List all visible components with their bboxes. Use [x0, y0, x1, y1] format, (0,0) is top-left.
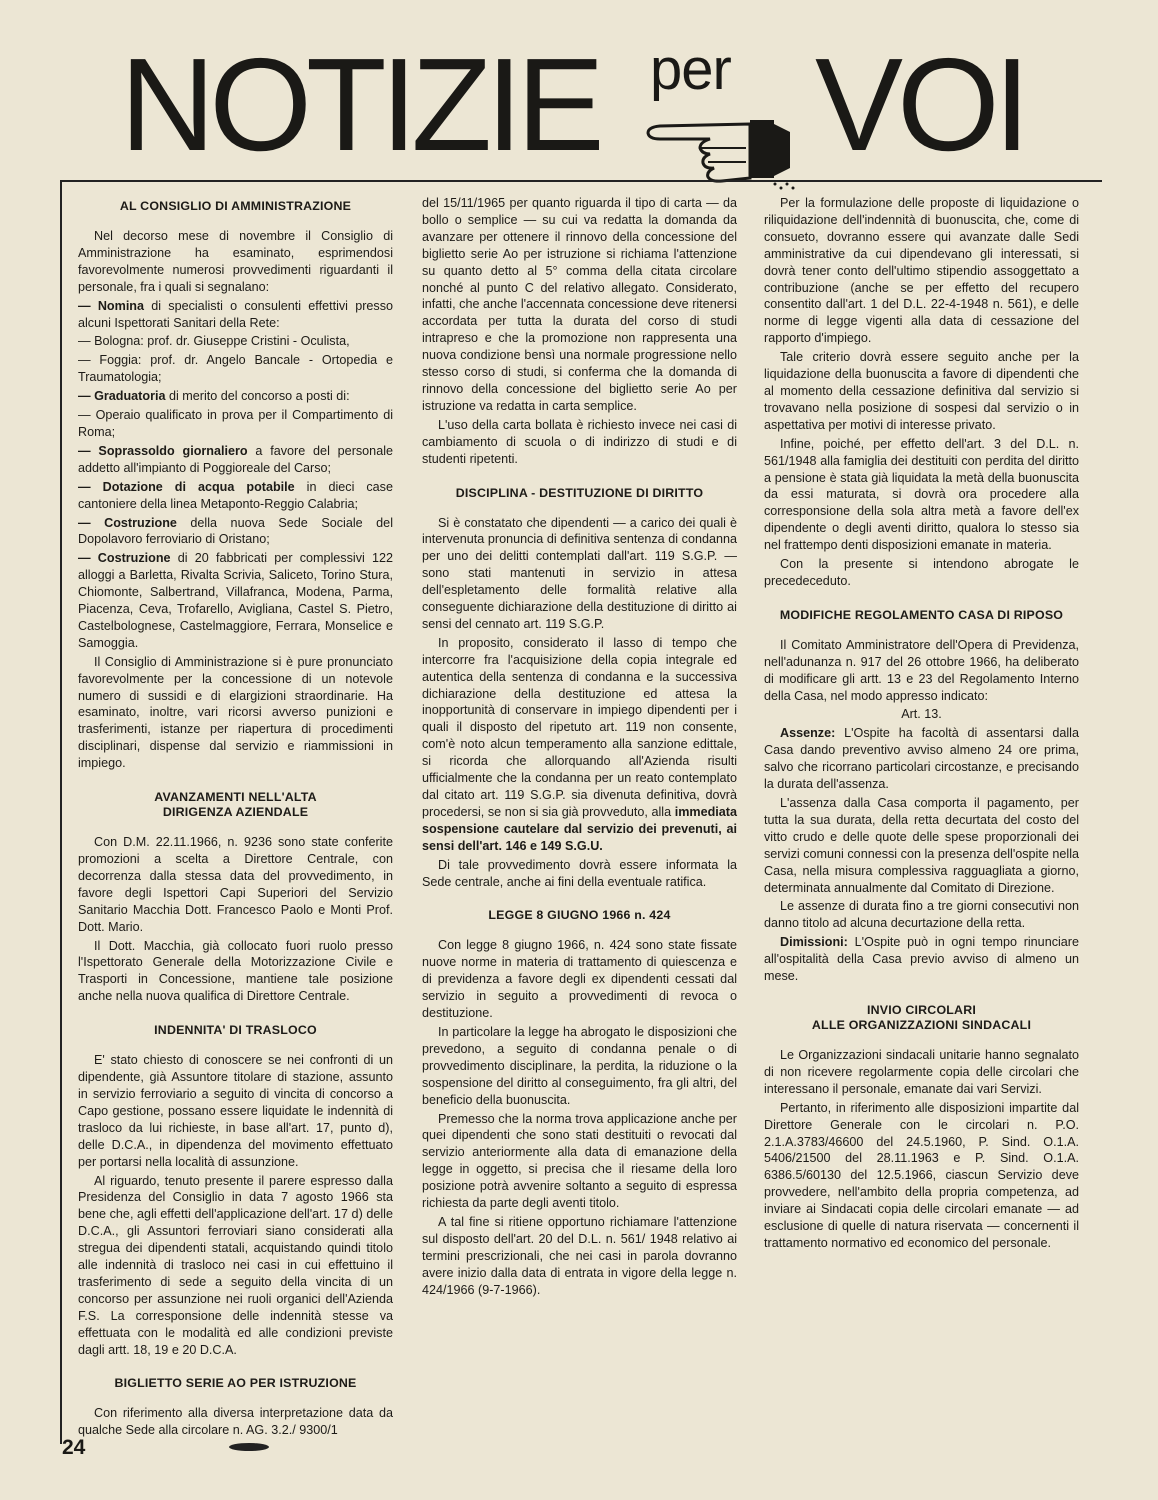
list-item: — Operaio qualificato in prova per il Compartimento di Roma; — [78, 408, 393, 439]
paragraph: Nel decorso mese di novembre il Consiglio di Amministrazione ha esaminato, esprimendosi favorevolmente numerosi provvedimenti riguardanti il personale, fra i quali si segnalano: — [78, 229, 393, 294]
column-1 — [78, 195, 393, 1441]
heading-legge: LEGGE 8 GIUGNO 1966 n. 424 — [488, 908, 671, 923]
masthead — [120, 30, 1050, 180]
paragraph: Il Comitato Amministratore dell'Opera di Previdenza, nell'adunanza n. 917 del 26 ottobre 1966, ha deliberato di modificare gli artt. 13 e 23 del Regolamento Interno della Casa, nel modo appresso indicato: — [764, 637, 1079, 703]
paragraph: del 15/11/1965 per quanto riguarda il tipo di carta — da bollo o semplice — su cui va redatta la domanda da avanzare per ottenere il rinnovo della concessione del biglietto serie Ao per istruzione si richiama l'attenzione su quanto detto al 5° comma della citata circolare nonché al punto C del relativo allegato. Considerato, infatti, che anche l'accennata concessione deve ritenersi accordata per tutta la durata del corso di studi intrapreso e che la promozione non rappresenta una nuova condizione bensì una normale progressione nello stesso corso di studi, si conferma che la domanda di rinnovo della concessione del biglietto serie Ao per istruzione va redatta in carta semplice. — [422, 196, 737, 413]
list-item: — Bologna: prof. dr. Giuseppe Cristini - Oculista, — [78, 334, 350, 349]
masthead-title-voi: VOI — [815, 31, 1025, 178]
list-item: — Costruzione di 20 fabbricati per complessivi 122 alloggi a Barletta, Rivalta Scrivia, Saliceto, Torino Stura, Chiomonte, Salbertrand, Villafranca, Modena, Parma, Piacenza, Ceva, Trofarello, Avigliana, Castel S. Pietro, Castelbolognese, Castelmaggiore, Ferrara, Monselice e Samoggia. — [78, 551, 394, 650]
heading-indennita: INDENNITA' DI TRASLOCO — [154, 1023, 317, 1038]
column-3 — [764, 195, 1079, 1254]
paragraph: Le Organizzazioni sindacali unitarie hanno segnalato di non ricevere regolarmente copia delle circolari che interessano il personale, emanate dai vari Servizi. — [764, 1047, 1079, 1096]
paragraph: Le assenze di durata fino a tre giorni consecutivi non danno titolo ad alcuna decurtazione della retta. — [764, 899, 1079, 931]
paragraph: E' stato chiesto di conoscere se nei confronti di un dipendente, già Assuntore titolare di stazione, assunto in servizio ferroviario a seguito di vincita di concorso a Capo gestione, possano essere liquidate le indennità di trasloco da lui richieste, in base all'art. 17, punto d), delle D.C.A., in dipendenza del movimento effettuato per portarsi nella località di assunzione. — [78, 1053, 393, 1169]
paragraph: Il Dott. Macchia, già collocato fuori ruolo presso l'Ispettorato Generale della Motorizzazione Civile e Trasporti in Concessione, mantiene tale posizione anche nella nuova qualifica di Direttore Centrale. — [78, 938, 393, 1004]
paragraph: Con legge 8 giugno 1966, n. 424 sono state fissate nuove norme in materia di trattamento di quiescenza e di previdenza a favore degli ex dipendenti cessati dal servizio in seguito a provvedimenti di revoca o destituzione. — [422, 938, 737, 1021]
paragraph: Con la presente si intendono abrogate le precedeceduto. — [764, 557, 1079, 588]
paragraph: L'uso della carta bollata è richiesto invece nei casi di cambiamento di scuola o di indirizzo di studi e di studenti ripetenti. — [422, 417, 737, 466]
paragraph: Con D.M. 22.11.1966, n. 9236 sono state conferite promozioni a scelta a Direttore Centrale, con decorrenza dalla stessa data del provvedimento, in favore degli Ispettori Capi Superiori del Servizio Sanitario Macchia Dott. Francesco Paolo e Monti Prof. Dott. Mario. — [78, 835, 393, 934]
paragraph: Il Consiglio di Amministrazione si è pure pronunciato favorevolmente per la concessione di un notevole numero di sussidi e di elargizioni straordinarie. Ha esaminato, inoltre, vari ricorsi avverso punizioni e trasferimenti, istanze per riapertura di procedimenti disciplinari, dispense dal servizio e riammissioni in impiego. — [78, 654, 393, 771]
paragraph: Tale criterio dovrà essere seguito anche per la liquidazione della buonuscita a favore di dipendenti che al momento della cessazione definitiva dal servizio si trovavano nella posizione di sospesi dal servizio o in aspettativa per motivi di interesse privato. — [764, 350, 1079, 432]
article-number: Art. 13. — [901, 707, 942, 722]
ink-smudge — [229, 1443, 269, 1451]
paragraph: Si è constatato che dipendenti — a carico dei quali è intervenuta pronuncia di definitiva sentenza di condanna per uno dei delitti contemplati dall'art. 119 S.G.P. — sono stati mantenuti in servizio in attesa dell'espletamento delle formalità relative alla conseguente dichiarazione della destituzione di diritto ai sensi del cennato art. 119 S.G.P. — [422, 515, 737, 631]
paragraph: Con riferimento alla diversa interpretazione data da qualche Sede alla circolare n. AG. 3.2./ 9300/1 — [78, 1406, 393, 1438]
heading-avanzamenti: AVANZAMENTI NELL'ALTA DIRIGENZA AZIENDALE — [154, 790, 317, 820]
masthead-title-notizie: NOTIZIE — [120, 31, 599, 178]
paragraph: Al riguardo, tenuto presente il parere espresso dalla Presidenza del Consiglio in data 7 agosto 1966 sta bene che, agli effetti dell'applicazione dell'art. 17 d) delle D.C.A., gli Assuntori ferroviari siano considerati alla stregua dei dipendenti statali, acquistando quindi titolo alle indennità di trasloco nei casi in cui effettuino il trasferimento di sede a seguito della vincita di un concorso per assunzione nei ruoli organici dell'Azienda F.S. La corresponsione delle indennità stesse va effettuata con le modalità ed alle condizioni previste dagli artt. 18, 19 e 20 D.C.A. — [78, 1173, 393, 1357]
pointing-hand-icon — [640, 102, 810, 192]
list-item: — Dotazione di acqua potabile in dieci case cantoniere della linea Metaponto-Reggio Calabria; — [78, 479, 393, 511]
heading-invio-circolari: INVIO CIRCOLARI ALLE ORGANIZZAZIONI SINDACALI — [811, 1002, 1032, 1032]
page-number: 24 — [62, 1436, 86, 1459]
list-item: — Costruzione della nuova Sede Sociale del Dopolavoro ferroviario di Oristano; — [78, 515, 393, 547]
paragraph: Assenze: L'Ospite ha facoltà di assentarsi dalla Casa dando preventivo avviso almeno 24 ore prima, salvo che ricorrano particolari circostanze, e precisando la durata dell'assenza. — [764, 726, 1079, 792]
paragraph: In proposito, considerato il lasso di tempo che intercorre fra l'acquisizione della copia integrale ed autentica della sentenza di condanna e la successiva dichiarazione della destituzione ed attesa la inopportunità di conservare in impiego dipendenti per i quali il disposto del ripetuto art. 119 non consente, com'è noto alcun temperamento alla sanzione edittale, si ricorda che allorquando all'Azienda risulti ufficialmente che la condanna per un reato contemplato dal citato art. 119 S.G.P. sia divenuta definitiva, dovrà procedersi, se non si sia già provveduto, alla immediata sospensione cautelare dal servizio dei prevenuti, ai sensi dell'art. 146 e 149 S.G.U. — [422, 635, 737, 853]
paragraph: Infine, poiché, per effetto dell'art. 3 del D.L. n. 561/1948 alla famiglia dei destituiti con perdita del diritto a pensione è stata già liquidata la metà della buonuscita da essi maturata, si dovrà ora procedere alla corresponsione della sola altra metà a favore dell'ex dipendente o degli aventi diritto, qualora lo stesso sia nel frattempo denti disposizioni emanate in materia. — [764, 436, 1079, 553]
paragraph: L'assenza dalla Casa comporta il pagamento, per tutta la sua durata, della retta decurtata del costo del vitto crudo e delle quote delle spese proporzionali dei servizi comuni connessi con la presenza dell'ospite nella Casa, nella misura complessiva ragguagliata a giorno, determinata annualmente dal Comitato di Direzione. — [764, 796, 1079, 895]
column-2 — [422, 195, 737, 1300]
paragraph: Dimissioni: L'Ospite può in ogni tempo rinunciare all'ospitalità della Casa previo avviso di almeno un mese. — [764, 935, 1079, 984]
heading-casa-riposo: MODIFICHE REGOLAMENTO CASA DI RIPOSO — [779, 607, 1064, 622]
paragraph: Per la formulazione delle proposte di liquidazione o riliquidazione dell'indennità di buonuscita, che, come di consueto, dovranno essere qui avanzate dalle Sedi amministrative da cui dipendevano gli interessati, si dovrà tener conto dell'ultimo stipendio assoggettato a contribuzione (anche se per effetto del recupero consentito dall'art. 1 del D.L. 22-4-1948 n. 561), e delle norme di legge vigenti alla data di cessazione del rapporto d'impiego. — [764, 196, 1079, 346]
paragraph: In particolare la legge ha abrogato le disposizioni che prevedono, a seguito di condanna penale o di provvedimento disciplinare, la perdita, la riduzione o la sospensione del diritto al conseguimento, fra gli altri, del beneficio della buonuscita. — [422, 1024, 737, 1107]
heading-consiglio: AL CONSIGLIO DI AMMINISTRAZIONE — [119, 199, 352, 213]
paragraph: Di tale provvedimento dovrà essere informata la Sede centrale, anche ai fini della eventuale ratifica. — [422, 857, 737, 889]
masthead-title-per: per — [650, 37, 731, 102]
heading-disciplina: DISCIPLINA - DESTITUZIONE DI DIRITTO — [455, 485, 704, 500]
paragraph: A tal fine si ritiene opportuno richiamare l'attenzione sul disposto dell'art. 20 del D.L. n. 561/ 1948 relativo ai termini prescrizionali, che nei casi in parola dovranno avere inizio dalla data di entrata in vigore della legge n. 424/1966 (9-7-1966). — [422, 1214, 737, 1297]
heading-biglietto: BIGLIETTO SERIE AO PER ISTRUZIONE — [114, 1376, 357, 1391]
list-item: — Soprassoldo giornaliero a favore del personale addetto all'impianto di Poggioreale del Carso; — [78, 443, 393, 475]
list-item: — Nomina di specialisti o consulenti effettivi presso alcuni Ispettorati Sanitari della Rete: — [78, 298, 393, 330]
paragraph: Pertanto, in riferimento alle disposizioni impartite dal Direttore Generale con le circolari n. P.O. 2.1.A.3783/46600 del 24.5.1960, P. Sind. O.1.A. 5406/21500 del 28.11.1963 e P. Sind. O.1.A. 6386.5/60130 del 12.5.1966, ciascun Servizio deve provvedere, nell'ambito della propria competenza, ad inviare ai Sindacati copia delle circolari emanate — ad esclusione di quelle di natura riservata — concernenti il trattamento normativo ed economico del personale. — [764, 1100, 1079, 1250]
paragraph: Premesso che la norma trova applicazione anche per quei dipendenti che sono stati destituiti o revocati dal servizio anteriormente alla data di emanazione della legge in oggetto, si precisa che il riesame della loro posizione potrà avvenire soltanto a seguito di espressa richiesta da parte degli aventi titolo. — [422, 1111, 737, 1211]
list-item: — Graduatoria di merito del concorso a posti di: — [78, 389, 350, 404]
list-item: — Foggia: prof. dr. Angelo Bancale - Ortopedia e Traumatologia; — [78, 353, 393, 385]
